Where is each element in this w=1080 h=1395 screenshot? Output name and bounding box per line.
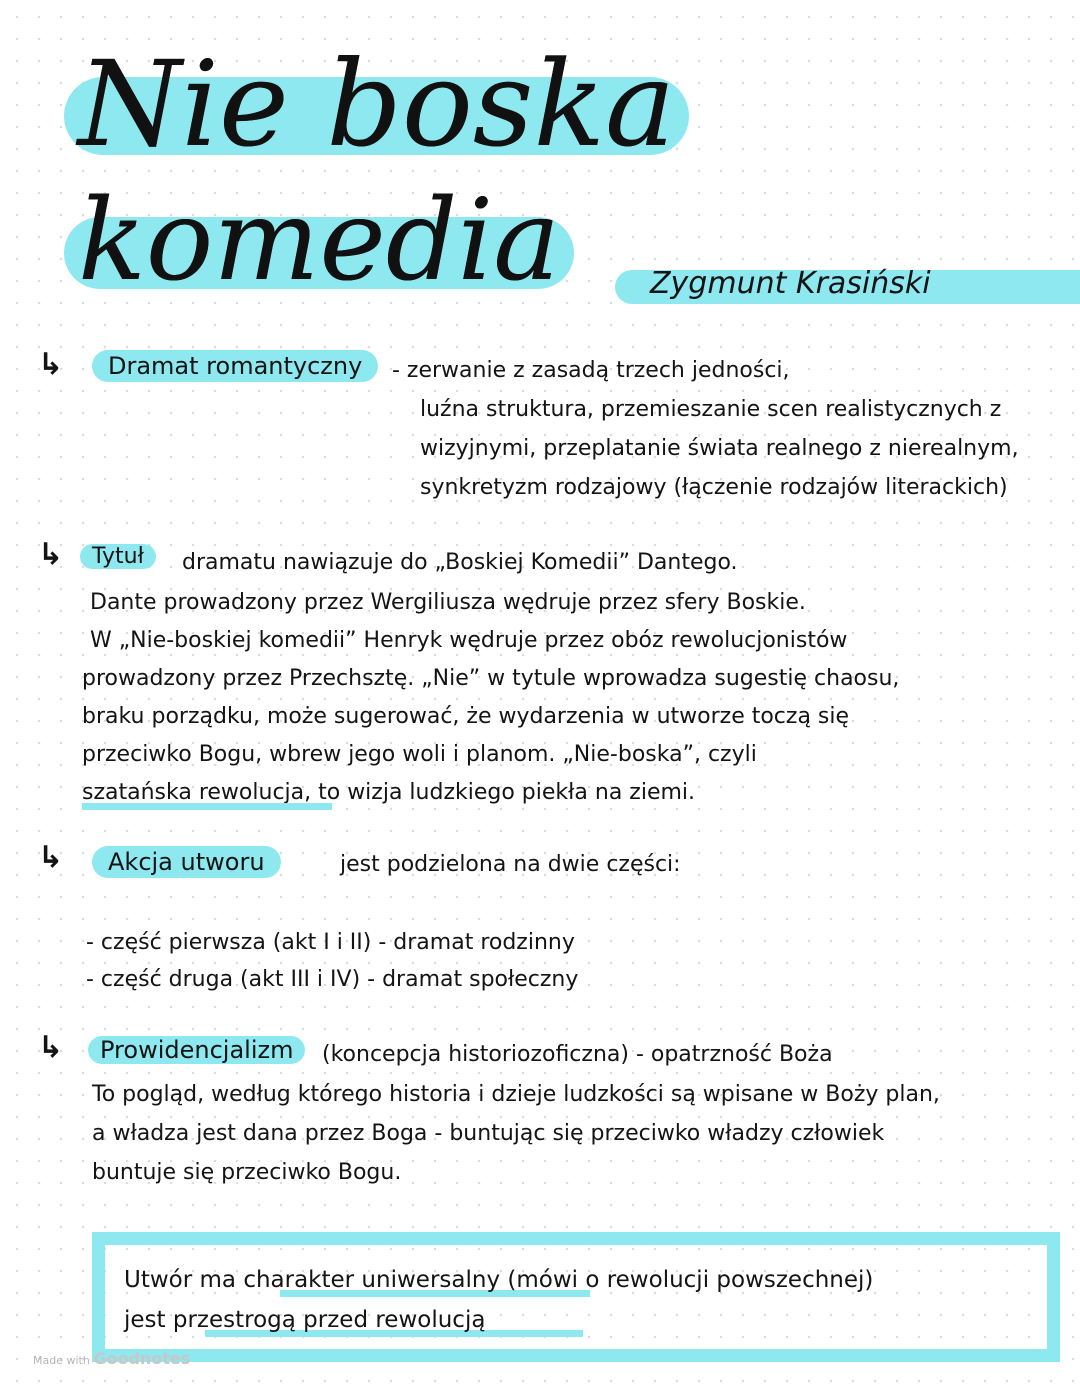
watermark-prefix: Made with [33,1354,90,1367]
dramat-line-3: wizyjnymi, przeplatanie świata realnego z nierealnym, [420,436,1019,461]
tytul-line-3: W „Nie-boskiej komedii” Henryk wędruje przez obóz rewolucjonistów [90,628,848,653]
author-name: Zygmunt Krasiński [650,266,931,301]
title-line-2 [78,176,561,306]
prowidencjalizm-line-1: (koncepcja historiozoficzna) - opatrzność Boża [322,1042,833,1067]
summary-line-1: Utwór ma charakter uniwersalny (mówi o rewolucji powszechnej) [124,1267,874,1293]
section-label-dramat: Dramat romantyczny [92,350,378,382]
tytul-line-5: braku porządku, może sugerować, że wydarzenia w utworze toczą się [82,704,850,729]
summary-line-2: jest przestrogą przed rewolucją [124,1307,486,1333]
dramat-line-1: - zerwanie z zasadą trzech jedności, [392,358,790,383]
prowidencjalizm-line-4: buntuje się przeciwko Bogu. [92,1160,402,1185]
akcja-part-1: - część pierwsza (akt I i II) - dramat rodzinny [86,930,575,955]
underline-highlight [82,803,332,810]
section-label-akcja: Akcja utworu [92,846,281,878]
akcja-intro: jest podzielona na dwie części: [340,852,681,877]
dramat-line-2: luźna struktura, przemieszanie scen realistycznych z [420,397,1002,422]
prowidencjalizm-line-3: a władza jest dana przez Boga - buntując się przeciwko władzy człowiek [92,1121,885,1146]
dramat-line-4: synkretyzm rodzajowy (łączenie rodzajów literackich) [420,475,1008,500]
tytul-line-6: przeciwko Bogu, wbrew jego woli i planom. „Nie-boska”, czyli [82,742,757,767]
section-label-prowidencjalizm: Prowidencjalizm [88,1036,305,1064]
akcja-part-2: - część druga (akt III i IV) - dramat społeczny [86,967,579,992]
arrow-icon: ↳ [38,1030,64,1065]
title-text-2: komedia [78,176,561,306]
tytul-line-7: szatańska rewolucja, to wizja ludzkiego piekła na ziemi. [82,780,696,805]
title-line-1 [78,35,676,173]
tytul-line-4: prowadzony przez Przechsztę. „Nie” w tytule wprowadza sugestię chaosu, [82,666,900,691]
arrow-icon: ↳ [38,840,64,875]
watermark-brand: Goodnotes [93,1349,191,1368]
goodnotes-watermark [33,1349,190,1368]
prowidencjalizm-line-2: To pogląd, według którego historia i dzieje ludzkości są wpisane w Boży plan, [92,1082,940,1107]
arrow-icon: ↳ [38,537,64,572]
arrow-icon: ↳ [38,347,64,382]
tytul-line-1: dramatu nawiązuje do „Boskiej Komedii” Dantego. [182,550,738,575]
tytul-line-2: Dante prowadzony przez Wergiliusza wędruje przez sfery Boskie. [90,590,806,615]
section-label-tytul: Tytuł [80,544,156,569]
title-text-1: Nie boska [78,35,676,173]
